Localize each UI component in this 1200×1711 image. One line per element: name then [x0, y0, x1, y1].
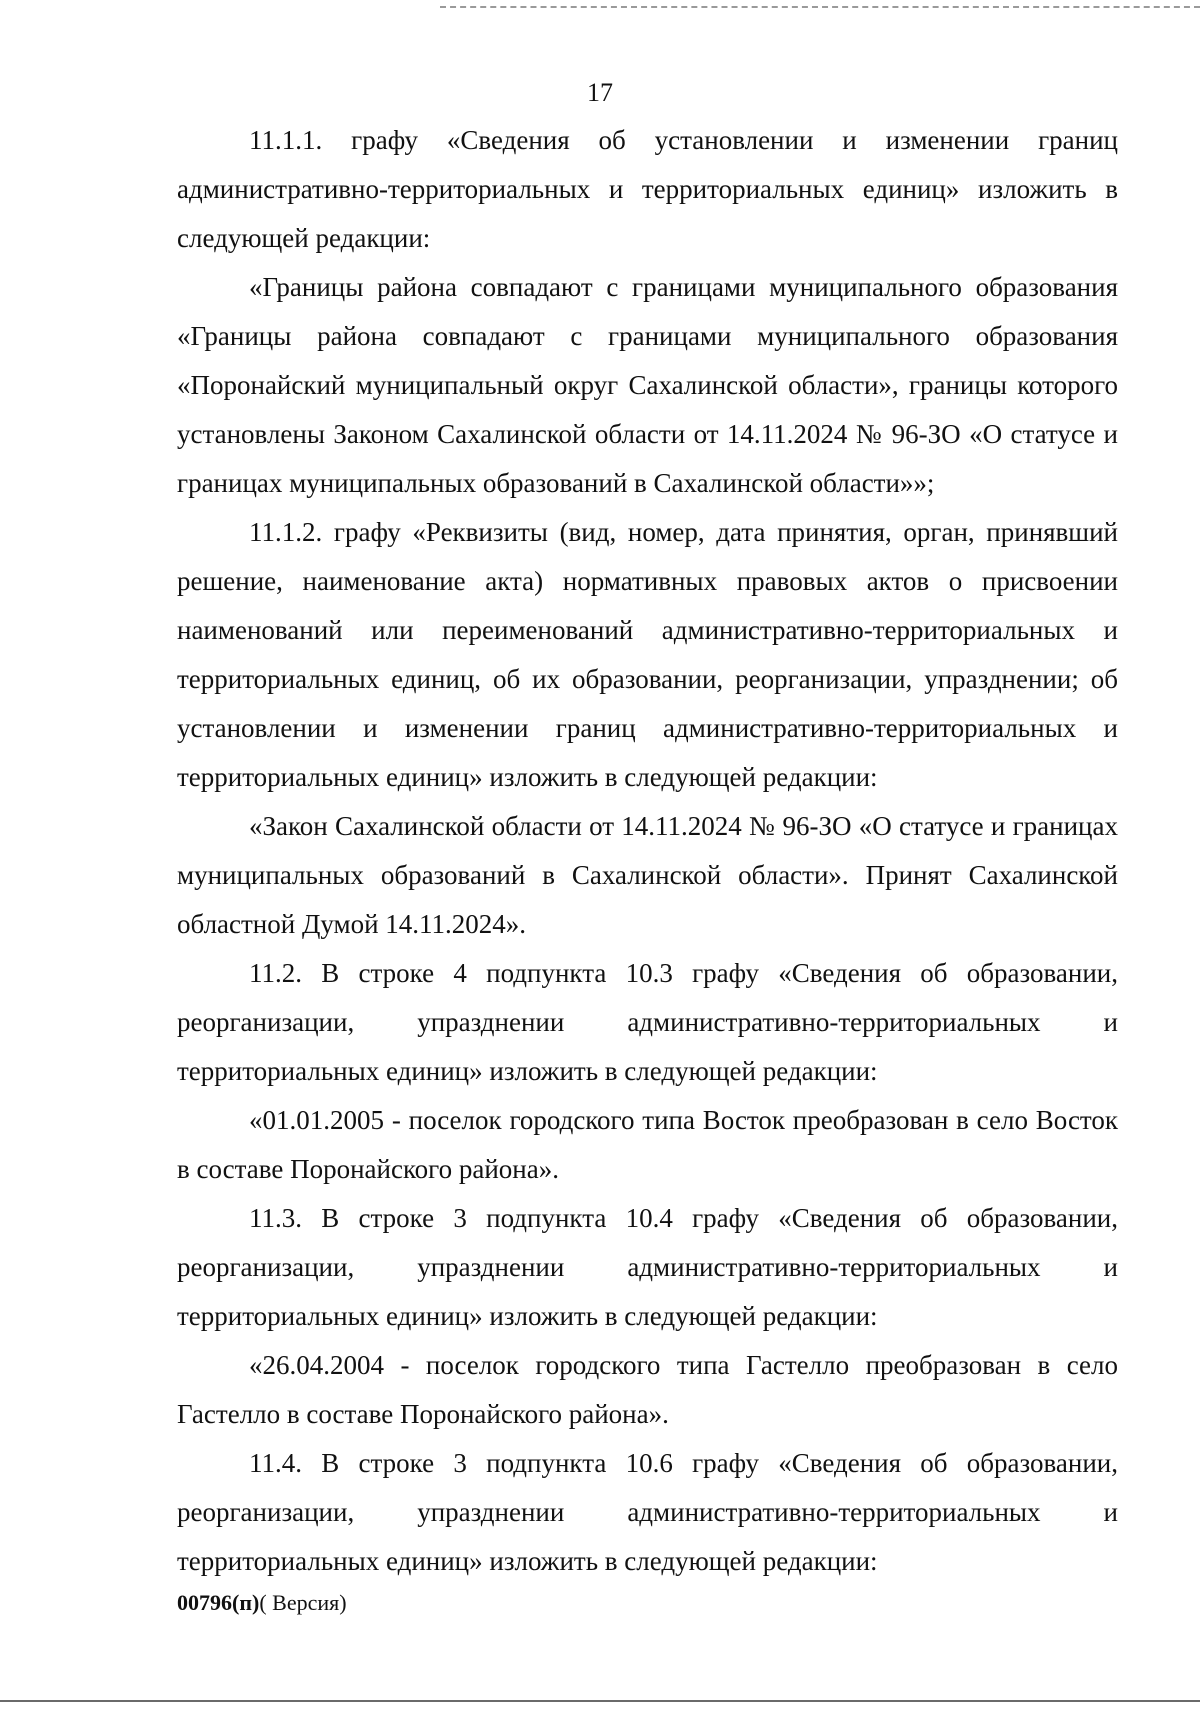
page-number: 17	[587, 78, 613, 107]
document-footer	[177, 1590, 347, 1616]
paragraph-law-quote: «Закон Сахалинской области от 14.11.2024 № 96-ЗО «О статусе и границах муниципальных образований в Сахалинской области». Принят Сахалинской областной Думой 14.11.2024».	[177, 811, 1118, 939]
paragraph-11-1-2: 11.1.2. графу «Реквизиты (вид, номер, дата принятия, орган, принявший решение, наименование акта) нормативных правовых актов о присвоении наименований или переименований административно-территориальных и территориальных единиц, об их образовании, реорганизации, упразднении; об установлении и изменении границ административно-территориальных и территориальных единиц» изложить в следующей редакции:	[177, 517, 1118, 792]
scan-edge-top	[440, 6, 1200, 8]
version-label: ( Версия)	[259, 1590, 347, 1615]
paragraph-11-2: 11.2. В строке 4 подпункта 10.3 графу «Сведения об образовании, реорганизации, упразднении административно-территориальных и территориальных единиц» изложить в следующей редакции:	[177, 958, 1118, 1086]
document-code: 00796(п)	[177, 1590, 260, 1615]
paragraph-11-1-1: 11.1.1. графу «Сведения об установлении и изменении границ административно-территориальных и территориальных единиц» изложить в следующей редакции:	[177, 125, 1118, 253]
paragraph-borders-quote: «Границы района совпадают с границами муниципального образования «Границы района совпадают с границами муниципального образования «Поронайский муниципальный округ Сахалинской области», границы которого установлены Законом Сахалинской области от 14.11.2024 № 96-ЗО «О статусе и границах муниципальных образований в Сахалинской области»»;	[177, 272, 1118, 498]
paragraph-gastello-quote: «26.04.2004 - поселок городского типа Гастелло преобразован в село Гастелло в составе Поронайского района».	[177, 1350, 1118, 1429]
paragraph-11-4: 11.4. В строке 3 подпункта 10.6 графу «Сведения об образовании, реорганизации, упразднении административно-территориальных и территориальных единиц» изложить в следующей редакции:	[177, 1448, 1118, 1576]
document-body	[177, 116, 1118, 1586]
scan-edge-bottom	[0, 1700, 1200, 1702]
paragraph-vostok-quote: «01.01.2005 - поселок городского типа Восток преобразован в село Восток в составе Поронайского района».	[177, 1105, 1118, 1184]
paragraph-11-3: 11.3. В строке 3 подпункта 10.4 графу «Сведения об образовании, реорганизации, упразднении административно-территориальных и территориальных единиц» изложить в следующей редакции:	[177, 1203, 1118, 1331]
